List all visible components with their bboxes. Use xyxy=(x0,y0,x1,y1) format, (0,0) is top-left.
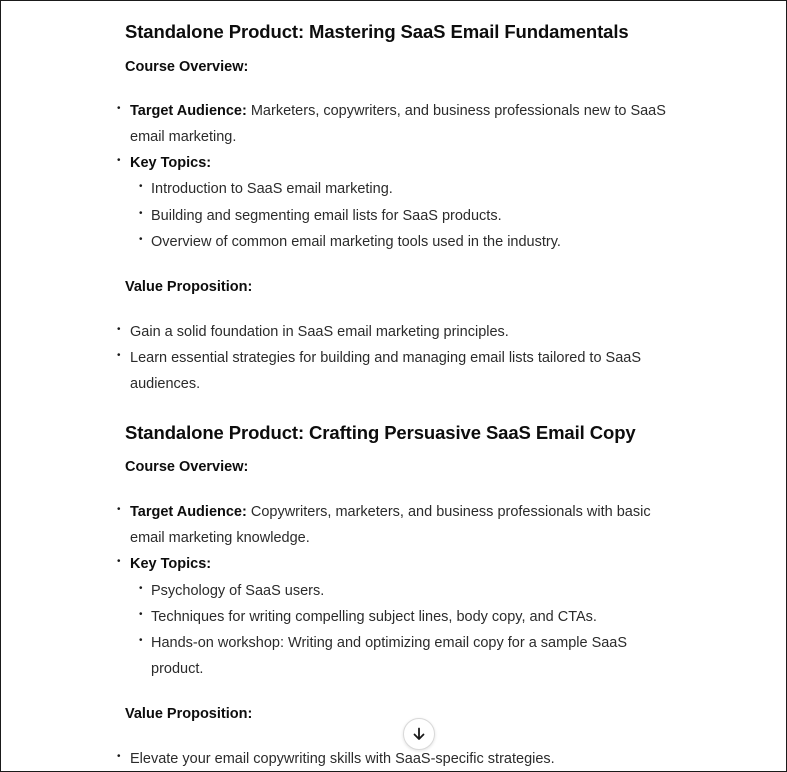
bullet: • xyxy=(139,181,143,192)
course-overview-heading: Course Overview: xyxy=(125,59,249,75)
bullet: • xyxy=(117,155,121,166)
list-item xyxy=(130,150,690,176)
bullet: • xyxy=(117,504,121,515)
bullet: • xyxy=(117,556,121,567)
topic-item: Psychology of SaaS users. xyxy=(151,583,325,599)
bullet: • xyxy=(139,234,143,245)
scroll-to-bottom-button[interactable] xyxy=(403,718,435,750)
bullet: • xyxy=(139,583,143,594)
value-item: Elevate your email copywriting skills with SaaS-specific strategies. xyxy=(130,751,555,767)
topic-item: Techniques for writing compelling subject lines, body copy, and CTAs. xyxy=(151,609,597,625)
course-overview-heading: Course Overview: xyxy=(125,459,249,475)
topic-item: Building and segmenting email lists for SaaS products. xyxy=(151,208,502,224)
target-audience-text: Marketers, copywriters, and business professionals new to SaaS email marketing. xyxy=(130,103,666,145)
value-item: Gain a solid foundation in SaaS email marketing principles. xyxy=(130,324,509,340)
list-item xyxy=(130,551,690,577)
topic-item: Overview of common email marketing tools used in the industry. xyxy=(151,234,561,250)
value-proposition-heading: Value Proposition: xyxy=(125,279,253,295)
target-audience-label: Target Audience: xyxy=(130,504,247,520)
bullet: • xyxy=(117,751,121,762)
arrow-down-icon xyxy=(412,727,426,741)
bullet: • xyxy=(117,324,121,335)
bullet: • xyxy=(139,208,143,219)
bullet: • xyxy=(117,350,121,361)
bullet: • xyxy=(139,609,143,620)
target-audience-text: Copywriters, marketers, and business professionals with basic email marketing knowledge. xyxy=(130,504,651,546)
key-topics-label: Key Topics: xyxy=(130,556,212,572)
list-item xyxy=(130,98,690,150)
value-proposition-heading: Value Proposition: xyxy=(125,706,253,722)
topic-item: Hands-on workshop: Writing and optimizing email copy for a sample SaaS product. xyxy=(151,635,628,677)
section-title: Standalone Product: Crafting Persuasive SaaS Email Copy xyxy=(125,422,636,443)
bullet: • xyxy=(117,103,121,114)
value-item: Learn essential strategies for building and managing email lists tailored to SaaS audiences. xyxy=(130,350,642,392)
target-audience-label: Target Audience: xyxy=(130,103,247,119)
section-title: Standalone Product: Mastering SaaS Email Fundamentals xyxy=(125,21,629,42)
bullet: • xyxy=(139,635,143,646)
topic-item: Introduction to SaaS email marketing. xyxy=(151,181,393,197)
key-topics-label: Key Topics: xyxy=(130,155,212,171)
list-item xyxy=(130,499,675,551)
